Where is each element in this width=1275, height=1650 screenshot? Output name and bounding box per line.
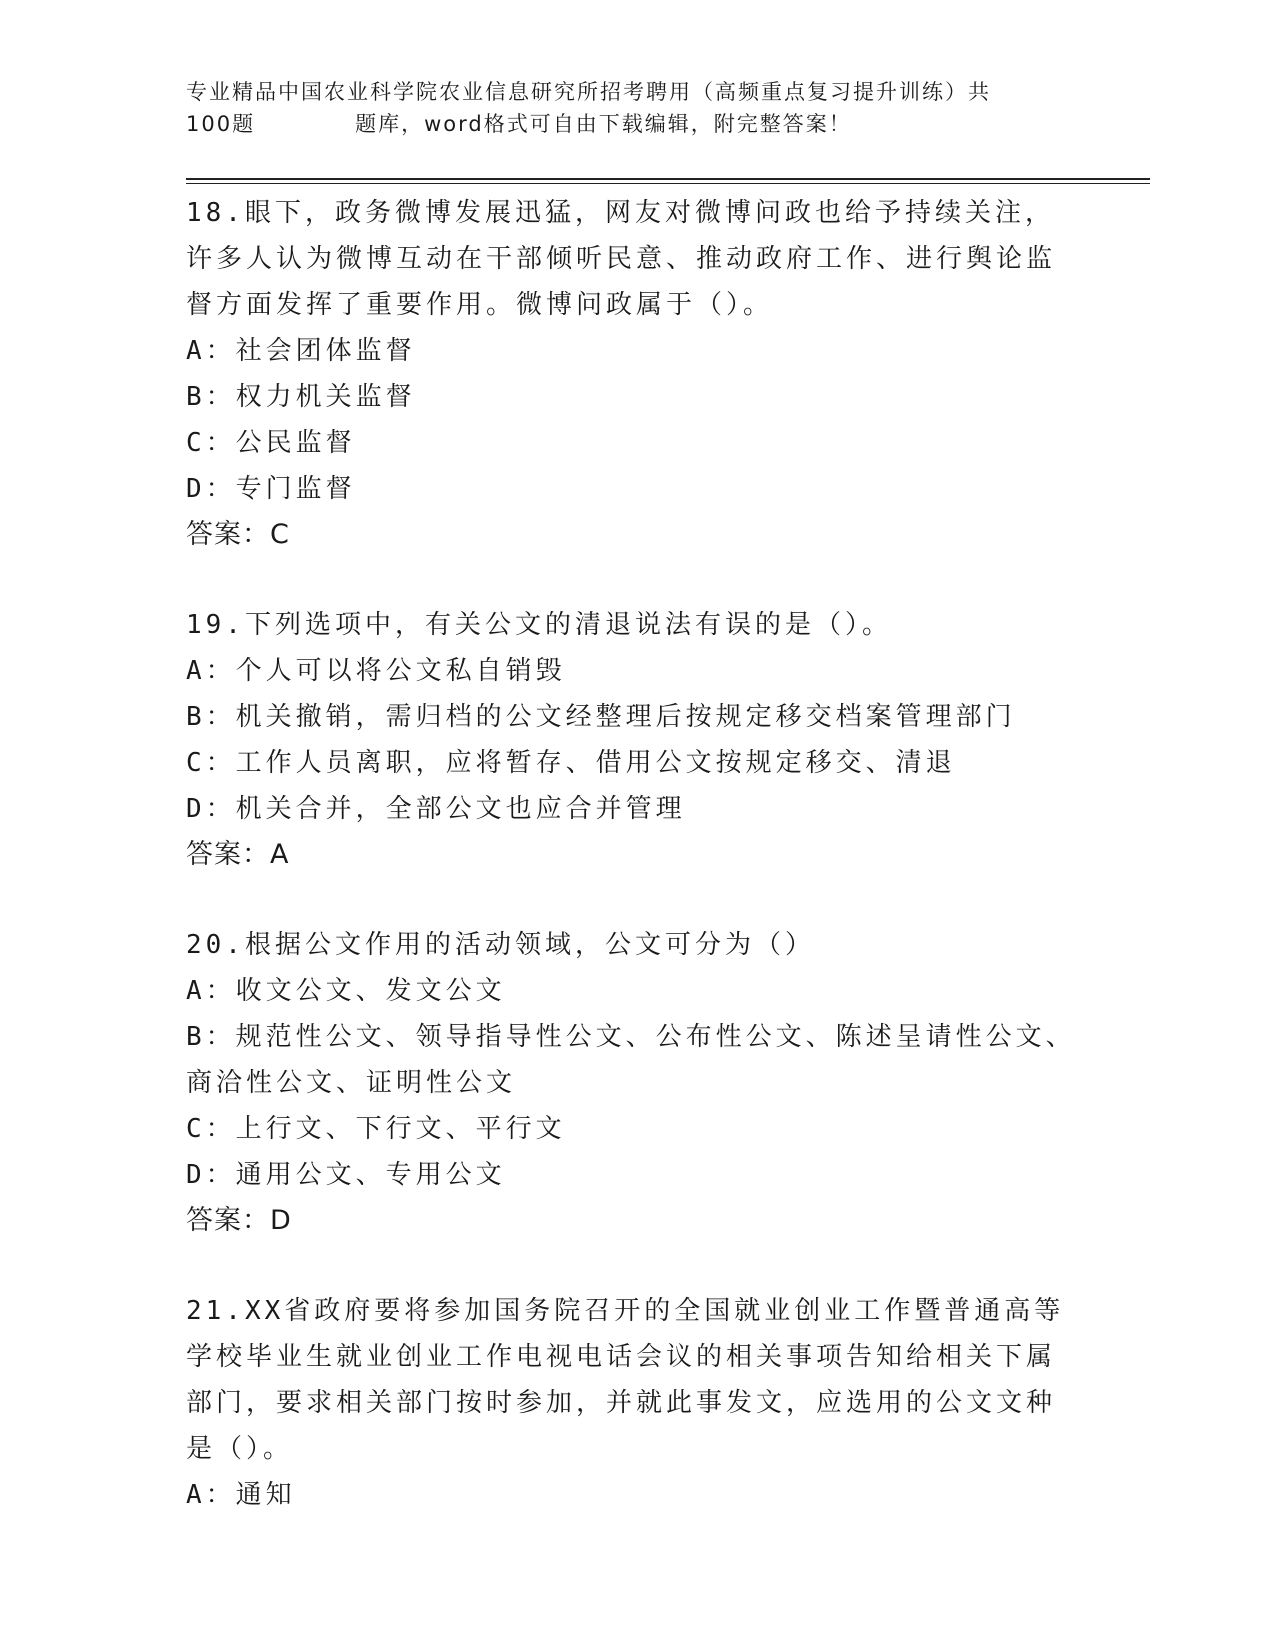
option-a: A：个人可以将公文私自销毁 xyxy=(186,656,566,686)
document-header xyxy=(186,76,1066,140)
question-text: 21.XX省政府要将参加国务院召开的全国就业创业工作暨普通高等学校毕业生就业创业工作电视电话会议的相关事项告知给相关下属部门，要求相关部门按时参加，并就此事发文，应选用的公文文种是（）。 xyxy=(186,1296,1065,1464)
question-text: 19.下列选项中，有关公文的清退说法有误的是（）。 xyxy=(186,610,892,640)
answer: 答案：C xyxy=(186,519,290,550)
option-c: C：上行文、下行文、平行文 xyxy=(186,1114,566,1144)
question-21 xyxy=(186,1288,1086,1518)
option-a: A：通知 xyxy=(186,1480,296,1510)
question-19 xyxy=(186,602,1086,878)
option-c: C：工作人员离职，应将暂存、借用公文按规定移交、清退 xyxy=(186,748,956,778)
option-a: A：社会团体监督 xyxy=(186,336,416,366)
option-b: B：权力机关监督 xyxy=(186,382,416,412)
question-18 xyxy=(186,190,1086,558)
question-20 xyxy=(186,922,1086,1244)
option-d: D：机关合并，全部公文也应合并管理 xyxy=(186,794,686,824)
option-b: B：规范性公文、领导指导性公文、公布性公文、陈述呈请性公文、商洽性公文、证明性公文 xyxy=(186,1022,1076,1098)
question-text: 18.眼下，政务微博发展迅猛，网友对微博问政也给予持续关注，许多人认为微博互动在干部倾听民意、推动政府工作、进行舆论监督方面发挥了重要作用。微博问政属于（）。 xyxy=(186,198,1057,320)
option-d: D：专门监督 xyxy=(186,474,356,504)
header-line-1: 专业精品中国农业科学院农业信息研究所招考聘用（高频重点复习提升训练）共 xyxy=(186,80,991,104)
option-b: B：机关撤销，需归档的公文经整理后按规定移交档案管理部门 xyxy=(186,702,1016,732)
question-text: 20.根据公文作用的活动领域，公文可分为（） xyxy=(186,930,815,960)
header-line-2 xyxy=(186,108,1066,140)
option-c: C：公民监督 xyxy=(186,428,356,458)
question-list xyxy=(186,190,1086,1518)
answer: 答案：D xyxy=(186,1205,292,1236)
header-question-count: 100题 xyxy=(186,112,256,136)
option-a: A：收文公文、发文公文 xyxy=(186,976,506,1006)
answer: 答案：A xyxy=(186,839,290,870)
header-divider-thin xyxy=(186,183,1150,184)
header-description: 题库，word格式可自由下载编辑，附完整答案！ xyxy=(355,112,852,136)
header-divider-thick xyxy=(186,178,1150,180)
option-d: D：通用公文、专用公文 xyxy=(186,1160,506,1190)
